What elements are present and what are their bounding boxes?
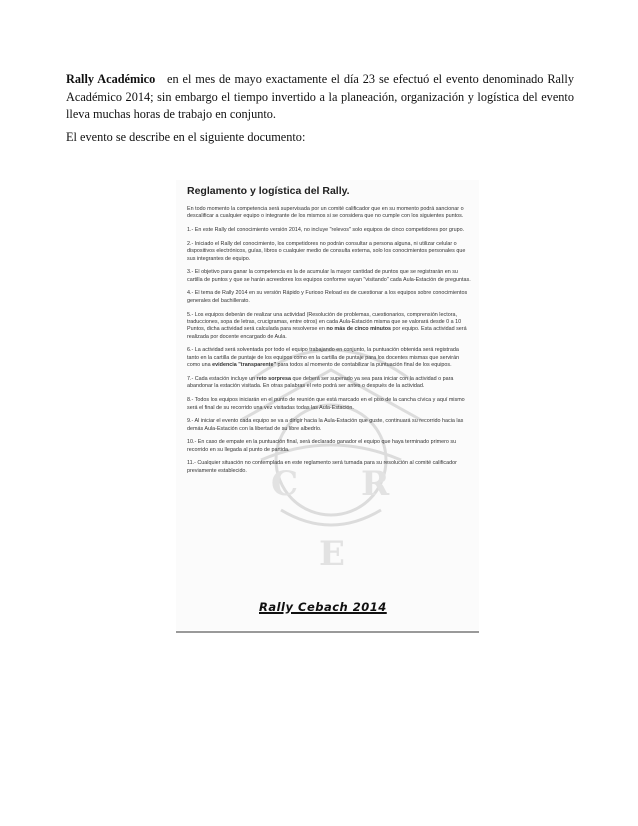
- rule-text: 7.- Cada estación incluye un: [187, 375, 257, 382]
- rule-emphasis: reto sorpresa: [256, 375, 291, 382]
- rule-emphasis: no más de cinco minutos: [326, 326, 392, 333]
- rules-list: [187, 206, 471, 475]
- rule-paragraph: 4.- El tema de Rally 2014 en su versión Rápido y Furioso Reload es de cuestionar a los equipos sobre conocimientos generales del bachillerato.: [187, 290, 468, 304]
- rule-text: que deberá ser superado ya sea para iniciar con la actividad o para abandonar la estación visitada. En otras palabras el reto podrá ser antes o después de la actividad.: [187, 375, 454, 390]
- rule-text: 6.- La actividad será solventada por todo el equipo trabajando en conjunto, la puntuación obtenida será registrada tanto en la cartilla de puntaje de los equipos como en la cartilla de puntaje para los docentes mismas que servirán como una: [187, 347, 460, 369]
- intro-paragraph: [66, 71, 574, 124]
- rule-text: 5.- Los equipos deberán de realizar una actividad (Resolución de problemas, cuestionarios, comprensión lectora, traducciones, sopa de letras, crucigramas, entre otros) en cada Aula-Estación misma que se valorará desde 0 a 10 Puntos, dicha actividad será calculada para resolverse en: [187, 311, 462, 333]
- rule-paragraph: 1.- En este Rally del conocimiento versión 2014, no incluye "relevos" solo equipos de cinco competidores por grupo.: [187, 227, 465, 234]
- svg-text:R: R: [361, 464, 390, 504]
- svg-text:E: E: [319, 534, 345, 574]
- rule-paragraph: 10.- En caso de empate en la puntuación final, será declarado ganador el equipo que haya terminado primero su recorrido en su llegada al punto de partida.: [187, 439, 457, 453]
- lead-sentence: El evento se describe en el siguiente documento:: [66, 129, 306, 144]
- rule-paragraph: 9.- Al iniciar el evento cada equipo se va a dirigir hacia la Aula-Estación que guste, continuará su recorrido hacia las demás Aula-Estación con la libertad de su libre albedrío.: [187, 418, 464, 432]
- scanned-rules-image: [176, 180, 479, 630]
- rule-text: por equipo. Esta actividad será realizada por docente encargado de Aula.: [187, 326, 467, 340]
- rule-paragraph: 8.- Todos los equipos iniciarán en el punto de reunión que está marcado en el piso de la cancha cívica y aquí mismo será el final de su recorrido una vez visitadas todas las Aula-Estación.: [187, 397, 465, 411]
- intro-title: Rally Académico: [66, 72, 156, 86]
- rule-paragraph: 11.- Cualquier situación no contemplada en este reglamento será turnada para su resolución al comité calificador previamente establecido.: [187, 460, 457, 474]
- svg-text:C: C: [271, 464, 299, 504]
- document-body: [66, 71, 574, 146]
- rule-emphasis: evidencia "transparente": [212, 362, 277, 369]
- rule-paragraph: [187, 312, 471, 342]
- intro-text: en el mes de mayo exactamente el día 23 se efectuó el evento denominado Rally Académico 2014; sin embargo el tiempo invertido a la planeación, organización y logística del evento lleva muchas horas de trabajo en conjunto.: [66, 72, 574, 121]
- rule-paragraph: [187, 376, 471, 391]
- rules-title: Reglamento y logística del Rally.: [187, 185, 350, 197]
- image-bottom-border: [176, 631, 479, 633]
- rule-paragraph: 2.- Iniciado el Rally del conocimiento, los competidores no podrán consultar a persona alguna, ni utilizar celular o dispositivos electrónicos, guías, libros o cualquier medio de consulta externa, solo los conocimientos personales que sus integrantes de equipo.: [187, 240, 466, 262]
- rule-paragraph: [187, 347, 471, 369]
- rally-logo: Rally Cebach 2014: [259, 600, 387, 614]
- rule-text: para todos al momento de contabilizar la puntuación final de los equipos.: [276, 362, 452, 369]
- scan-content: [187, 185, 471, 482]
- rule-paragraph: 3.- El objetivo para ganar la competencia es la de acumular la mayor cantidad de puntos que se registrarán en su cartilla de puntos y que se harán acreedores los equipos conforme vayan "visitando" cada Aula-Estación de preguntas.: [187, 269, 471, 283]
- rule-paragraph: En todo momento la competencia será supervisada por un comité calificador que en su momento podrá sancionar o descalificar a cualquier equipo o integrante de los mismos si se considera que no cumple con los siguientes puntos.: [187, 206, 464, 220]
